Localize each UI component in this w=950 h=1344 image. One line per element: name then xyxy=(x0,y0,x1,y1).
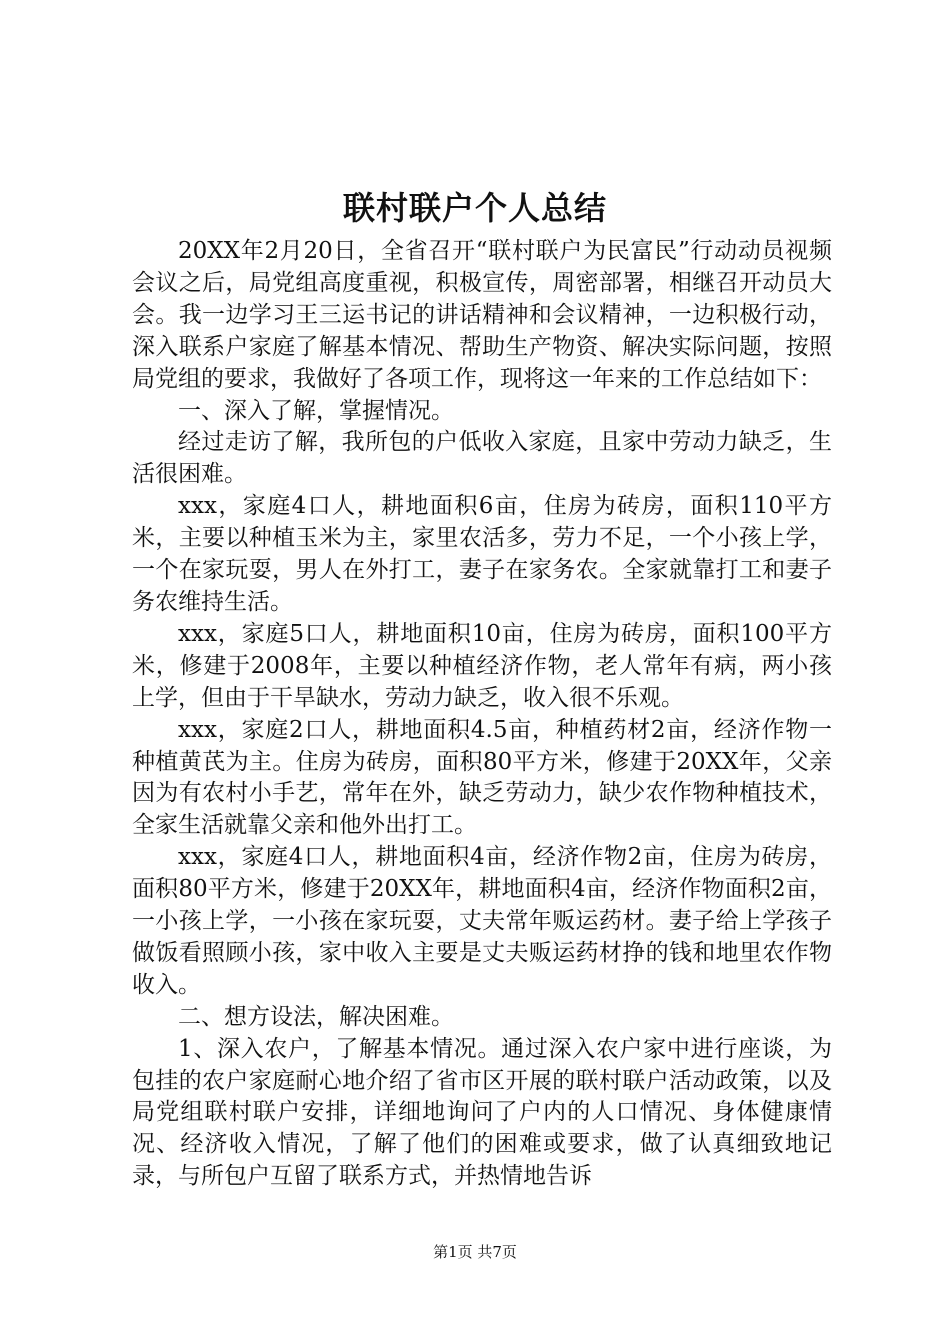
paragraph-household-4: xxx，家庭4口人，耕地面积4亩，经济作物2亩，住房为砖房，面积80平方米，修建于20XX年，耕地面积4亩，经济作物面积2亩，一小孩上学，一小孩在家玩耍，丈夫常年贩运药材。妻子给上学孩子做饭看照顾小孩，家中收入主要是丈夫贩运药材挣的钱和地里农作物收入。 xyxy=(132,844,832,998)
paragraph-intro: 20XX年2月20日，全省召开“联村联户为民富民”行动动员视频会议之后，局党组高度重视，积极宣传，周密部署，相继召开动员大会。我一边学习王三运书记的讲话精神和会议精神，一边积极行动，深入联系户家庭了解基本情况、帮助生产物资、解决实际问题，按照局党组的要求，我做好了各项工作，现将这一年来的工作总结如下： xyxy=(132,238,832,392)
paragraph-household-3: xxx，家庭2口人，耕地面积4.5亩，种植药材2亩，经济作物一种植黄芪为主。住房为砖房，面积80平方米，修建于20XX年，父亲因为有农村小手艺，常年在外，缺乏劳动力，缺少农作物种植技术，全家生活就靠父亲和他外出打工。 xyxy=(132,716,832,839)
document-body xyxy=(132,236,832,1193)
section-heading-1: 一、深入了解，掌握情况。 xyxy=(178,397,454,424)
paragraph-measure-1: 1、深入农户，了解基本情况。通过深入农户家中进行座谈，为包挂的农户家庭耐心地介绍了省市区开展的联村联户活动政策，以及局党组联村联户安排，详细地询问了户内的人口情况、身体健康情况、经济收入情况，了解了他们的困难或要求，做了认真细致地记录，与所包户互留了联系方式，并热情地告诉 xyxy=(132,1035,832,1190)
paragraph-household-1: xxx，家庭4口人，耕地面积6亩，住房为砖房，面积110平方米，主要以种植玉米为主，家里农活多，劳力不足，一个小孩上学，一个在家玩耍，男人在外打工，妻子在家务农。全家就靠打工和妻子务农维持生活。 xyxy=(132,493,832,615)
paragraph-survey: 经过走访了解，我所包的户低收入家庭，且家中劳动力缺乏，生活很困难。 xyxy=(132,429,832,488)
document-title: 联村联户个人总结 xyxy=(342,189,607,227)
page-footer: 第1页 共7页 xyxy=(433,1243,517,1261)
section-heading-2: 二、想方设法，解决困难。 xyxy=(178,1003,454,1030)
paragraph-household-2: xxx，家庭5口人，耕地面积10亩，住房为砖房，面积100平方米，修建于2008年，主要以种植经济作物，老人常年有病，两小孩上学，但由于干旱缺水，劳动力缺乏，收入很不乐观。 xyxy=(132,620,832,711)
